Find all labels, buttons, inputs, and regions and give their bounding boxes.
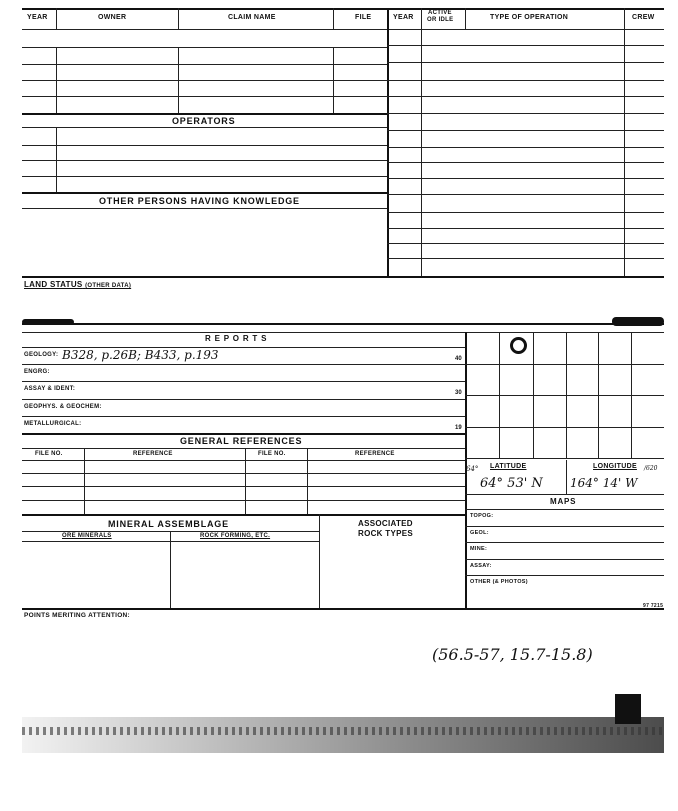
header-claim-name: CLAIM NAME xyxy=(228,14,276,21)
maps-row-line xyxy=(465,575,664,576)
reports-row-line xyxy=(22,416,465,417)
scan-noise-band xyxy=(22,727,664,735)
longitude-label: LONGITUDE xyxy=(593,463,637,470)
scan-black-square xyxy=(615,694,641,724)
header-year: YEAR xyxy=(27,14,48,21)
reports-row-label: ASSAY & IDENT: xyxy=(24,386,76,393)
latitude-value: 64° 53' N xyxy=(480,476,543,491)
scan-blot-left xyxy=(22,319,74,325)
reports-row-line xyxy=(22,364,465,365)
gr-header-reference-1: REFERENCE xyxy=(133,451,173,457)
gr-header-file-no-1: FILE NO. xyxy=(35,451,63,457)
gr-header-file-no-2: FILE NO. xyxy=(258,451,286,457)
maps-row-line xyxy=(465,542,664,543)
handwritten-note: (56.5-57, 15.7-15.8) xyxy=(432,645,593,664)
mineral-title: MINERAL ASSEMBLAGE xyxy=(108,519,229,529)
reports-row-number: 30 xyxy=(455,390,462,397)
form-number: 97 7215 xyxy=(643,603,664,609)
header-active: ACTIVE xyxy=(428,10,452,16)
scan-noise-strip xyxy=(22,717,664,753)
header-owner: OWNER xyxy=(98,14,127,21)
land-status-title: LAND STATUS xyxy=(24,280,83,289)
associated-rock-types-line1: ASSOCIATED xyxy=(358,519,413,528)
reports-title: R E P O R T S xyxy=(205,334,268,343)
maps-row-label: ASSAY: xyxy=(470,562,492,569)
general-references-title: GENERAL REFERENCES xyxy=(180,436,303,446)
rock-forming-header: ROCK FORMING, ETC. xyxy=(200,533,271,539)
land-status-label xyxy=(24,280,131,289)
land-status-sub: (OTHER DATA) xyxy=(85,283,132,289)
header-type-of-operation: TYPE OF OPERATION xyxy=(490,14,569,21)
reports-row-value: B328, p.26B; B433, p.193 xyxy=(62,348,219,362)
lat-prefix: 64° xyxy=(466,465,479,473)
scan-blot-right xyxy=(612,317,664,326)
maps-title: MAPS xyxy=(550,497,577,506)
longitude-suffix: /620 xyxy=(644,465,658,472)
location-circle-mark xyxy=(510,337,527,354)
header-year-2: YEAR xyxy=(393,14,414,21)
maps-row-label: TOPOG: xyxy=(470,513,494,519)
header-crew: CREW xyxy=(632,14,655,21)
points-meriting-attention: POINTS MERITING ATTENTION: xyxy=(24,612,131,619)
reports-row-line xyxy=(22,399,465,400)
latitude-label: LATITUDE xyxy=(490,463,527,470)
reports-row-number: 40 xyxy=(455,356,462,362)
maps-row-label: MINE: xyxy=(470,546,488,552)
reports-row-line xyxy=(22,381,465,382)
associated-rock-types-line2: ROCK TYPES xyxy=(358,529,414,538)
maps-row-line xyxy=(465,559,664,560)
maps-row-label: OTHER (& PHOTOS) xyxy=(470,579,528,585)
header-file: FILE xyxy=(355,14,372,21)
maps-row-label: GEOL: xyxy=(470,529,489,536)
reports-row-label: GEOPHYS. & GEOCHEM: xyxy=(24,403,102,410)
reports-row-label: ENGRG: xyxy=(24,369,50,376)
operators-title: OPERATORS xyxy=(172,116,236,126)
maps-row-line xyxy=(465,526,664,527)
reports-row-number: 19 xyxy=(455,424,462,431)
reports-row-label: METALLURGICAL: xyxy=(24,420,82,427)
longitude-value: 164° 14' W xyxy=(570,476,638,490)
other-persons-title: OTHER PERSONS HAVING KNOWLEDGE xyxy=(99,196,300,206)
gr-header-reference-2: REFERENCE xyxy=(355,451,395,457)
ore-minerals-header: ORE MINERALS xyxy=(62,533,112,539)
header-or-idle: OR IDLE xyxy=(427,17,454,23)
reports-row-label: GEOLOGY: xyxy=(24,352,59,358)
